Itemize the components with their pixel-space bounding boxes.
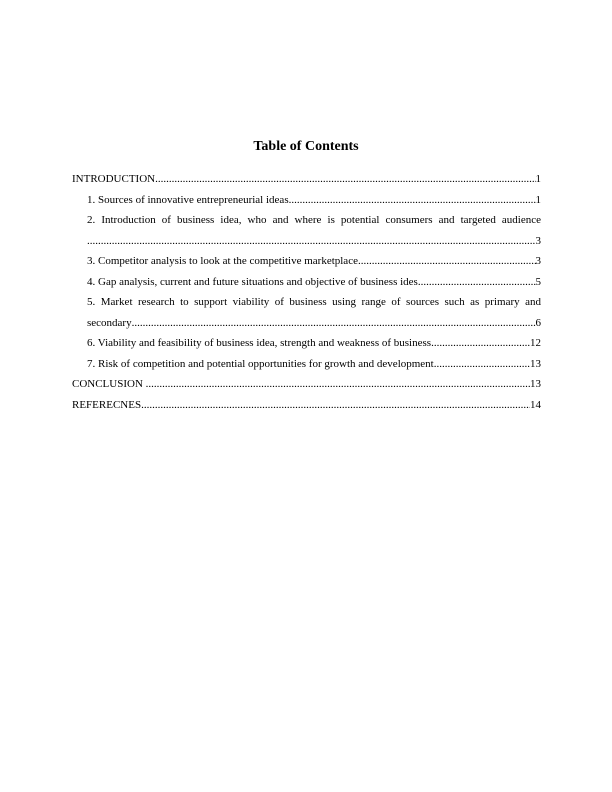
toc-entry-section-6[interactable] xyxy=(72,333,541,354)
toc-entry-section-2-line-1[interactable] xyxy=(72,210,541,231)
toc-entry-page: 3 xyxy=(535,255,541,267)
dot-leader xyxy=(146,374,530,395)
dot-leader xyxy=(431,333,530,354)
toc-entry-text-continued: secondary xyxy=(87,316,132,329)
toc-entry-page: 6 xyxy=(535,316,541,329)
toc-entry-section-2-line-2[interactable] xyxy=(72,231,541,252)
toc-entry-section-5-line-1[interactable] xyxy=(72,292,541,313)
toc-entry-section-3[interactable] xyxy=(72,251,541,272)
toc-entry-page: 1 xyxy=(535,193,541,206)
toc-entry-section-7[interactable] xyxy=(72,354,541,375)
toc-entry-text: 2. Introduction of business idea, who and where is potential consumers and targeted audience xyxy=(87,214,541,226)
toc-entry-text: 1. Sources of innovative entrepreneurial ideas xyxy=(87,193,289,206)
dot-leader xyxy=(358,251,536,272)
dot-leader xyxy=(141,395,530,416)
toc-entry-text: INTRODUCTION xyxy=(72,173,156,185)
toc-title: Table of Contents xyxy=(253,139,359,154)
toc-entry-page: 5 xyxy=(535,275,541,288)
toc-entry-text: REFERECNES xyxy=(72,398,142,411)
dot-leader xyxy=(418,272,536,293)
toc-entry-page: 1 xyxy=(535,173,541,185)
toc-entry-section-4[interactable] xyxy=(72,272,541,293)
toc-entry-text: 5. Market research to support viability of business using range of sources such as primary and xyxy=(87,296,541,308)
toc-entry-text: CONCLUSION xyxy=(72,378,146,390)
dot-leader xyxy=(155,169,535,190)
dot-leader xyxy=(87,231,536,252)
toc-entry-text: 4. Gap analysis, current and future situations and objective of business ides xyxy=(87,275,418,288)
dot-leader xyxy=(132,313,536,334)
toc-entry-page: 14 xyxy=(530,398,541,411)
dot-leader xyxy=(289,190,536,211)
toc-entry-page: 12 xyxy=(530,337,541,349)
toc-entry-introduction[interactable] xyxy=(72,169,541,190)
toc-entry-conclusion[interactable] xyxy=(72,374,541,395)
toc-entry-references[interactable] xyxy=(72,395,541,416)
toc-entry-section-1[interactable] xyxy=(72,190,541,211)
toc-entry-page: 13 xyxy=(530,357,541,370)
toc-entry-text: 3. Competitor analysis to look at the competitive marketplace xyxy=(87,255,358,267)
toc-entry-text: 7. Risk of competition and potential opportunities for growth and development xyxy=(87,357,434,370)
toc-entry-section-5-line-2[interactable] xyxy=(72,313,541,334)
table-of-contents xyxy=(72,169,541,415)
toc-entry-page: 3 xyxy=(535,234,541,247)
toc-entry-page: 13 xyxy=(530,378,541,390)
dot-leader xyxy=(434,354,530,375)
toc-entry-text: 6. Viability and feasibility of business idea, strength and weakness of business xyxy=(87,337,432,349)
